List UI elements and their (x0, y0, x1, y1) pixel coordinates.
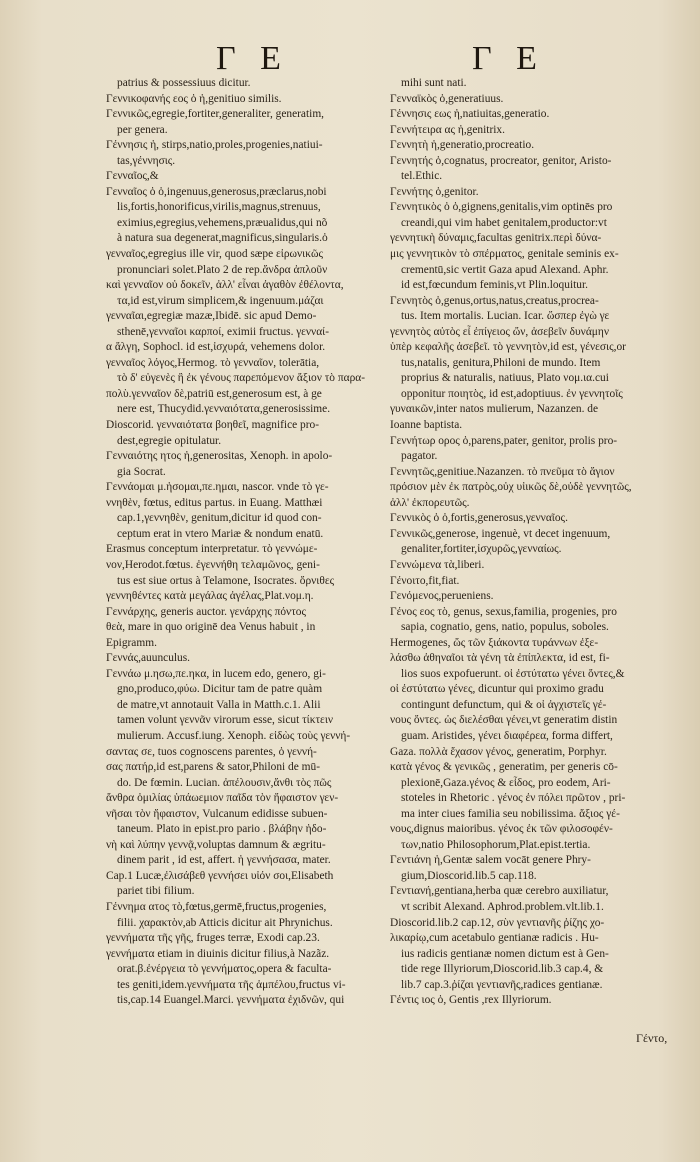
text-line: Γέντις ιος ὁ, Gentis ,rex Illyriorum. (390, 994, 552, 1007)
text-line: patrius & possessiuus dicitur. (117, 77, 251, 89)
text-line: gno,produco,φύω. Dicitur tam de patre quàm (117, 683, 323, 696)
text-line: genaliter,fortiter,ἰσχυρῶς,γενναίως. (401, 543, 562, 556)
text-line: stoteles in Rhetoric . γένος ἐν πόλει πρῶτον , pri- (401, 792, 626, 805)
text-line: orat.β.ἐνέργεια τὸ γεννήματος,opera & faculta- (117, 963, 332, 976)
text-line: νον,Herodot.fœtus. ἐγεννήθη τελαμῶνος, geni- (106, 558, 320, 571)
text-line: νὴ καὶ λύπην γεννᾷ,voluptas damnum & ægritu- (106, 838, 326, 851)
text-line: γενναῖος,egregius ille vir, quod sæpe εἰρωνικῶς (106, 248, 323, 261)
text-line: νους,dignus maioribus. γένος ἐκ τῶν φιλοσοφέν- (390, 823, 613, 836)
text-line: τὸ δ' εὐγενὲς ἢ ἐκ γένους παρεπόμενον ἄξιον τὸ παρα- (117, 372, 366, 385)
text-line: Γέννημα ατος τὸ,fœtus,germē,fructus,progenies, (106, 900, 327, 913)
text-line: eximius,egregius,vehemens,præualidus,qui nõ (117, 216, 328, 229)
text-line: γενναῖαι,egregiæ mazæ,Ibidē. sic apud Demo- (106, 310, 317, 323)
text-line: tis,cap.14 Euangel.Marci. γεννήματα ἐχιδνῶν, qui (117, 994, 345, 1007)
text-line: crementū,sic vertit Gaza apud Alexand. Aphr. (401, 263, 609, 276)
text-line: gia Socrat. (117, 465, 166, 478)
text-line: tus est siue ortus à Telamone, Isocrates. ὄρνιθες (117, 574, 335, 587)
text-line: Γεννάρχης, generis auctor. γενάρχης πόντος (106, 605, 306, 618)
text-line: Γεννήτης ὁ,genitor. (390, 185, 479, 198)
text-line: Γεντιάνη ἡ,Gentæ salem vocāt genere Phry- (390, 854, 591, 867)
text-line: ceptum erat in vtero Mariæ & nondum enatū. (117, 527, 324, 540)
text-line: νῆσαι τὸν ἥφαιστον, Vulcanum edidisse subuen- (106, 807, 328, 820)
text-line: Γενναιότης ητος ἡ,generositas, Xenoph. in apolo- (106, 450, 333, 463)
text-line: sthenē,γενναῖοι καρποί, eximii fructus. γενναί- (117, 325, 330, 338)
text-line: proprius & naturalis, natiuus, Plato νομ.ια.cui (401, 372, 609, 385)
left-running-head: Γ Ε (216, 40, 289, 77)
text-line: νους ὄντες. ὡς διελέσθαι γένει,vt generatim distin (390, 714, 618, 727)
text-line: creandi,qui vim habet genitalem,productor:vt (401, 216, 607, 229)
text-line: α ἄλγη, Sophocl. id est,ἰσχυρά, vehemens dolor. (106, 341, 326, 354)
text-line: μις γεννητικὸν τὸ σπέρματος, genitale seminis ex- (390, 248, 619, 261)
text-line: tamen volunt γεννᾶν virorum esse, sicut τίκτειν (117, 714, 334, 727)
text-line: Erasmus conceptum interpretatur. τὸ γεννώμε- (106, 543, 318, 556)
text-line: Γεννήτωρ ορος ὁ,parens,pater, genitor, prolis pro- (390, 434, 618, 447)
text-line: lios suos expofuerunt. οἱ ἐστύτατω γένει ὄντες,& (401, 667, 625, 680)
text-line: tide rege Illyriorum,Dioscorid.lib.3 cap.4, & (401, 963, 604, 976)
text-line: de matre,vt annotauit Valla in Matth.c.1. Alii (117, 698, 321, 711)
text-line: tel.Ethic. (401, 170, 443, 183)
text-line: Γεννητής ὁ,cognatus, procreator, genitor, Aristo- (390, 154, 612, 167)
text-line: Γέννησις εως ἡ,natiuitas,generatio. (390, 108, 550, 121)
text-line: Hermogenes, ὥς τῶν ξιάκοντα τυράννων ἐξε- (390, 636, 599, 649)
text-line: Γεννικοφανής εος ὁ ἡ,genitiuo similis. (106, 92, 282, 105)
right-running-head: Γ Ε (472, 40, 545, 77)
text-line: γεννήματα etiam in diuinis dicitur filius,à Nazãz. (106, 947, 330, 960)
text-line: mulierum. Accusf.iung. Xenoph. εἰδὼς τοὺς γεννή- (117, 729, 351, 742)
text-line: lib.7 cap.3.ῥίζαι γεντιανῆς,radices gentianæ. (401, 978, 603, 991)
text-line: plexionē,Gaza.γένος & εἶδος, pro eodem, Ari- (401, 776, 611, 789)
text-line: γεννήματα τῆς γῆς, fruges terræ, Exodi cap.23. (106, 932, 320, 945)
text-line: Γενναϊκὸς ὁ,generatiuus. (390, 92, 504, 105)
text-line: Γεννητικὸς ὁ ὁ,gignens,genitalis,vim optinēs pro (390, 201, 613, 214)
text-line: Γένος εος τὸ, genus, sexus,familia, progenies, pro (390, 605, 617, 618)
text-line: lis,fortis,honorificus,virilis,magnus,strenuus, (117, 201, 321, 214)
text-line: gium,Dioscorid.lib.5 cap.118. (401, 869, 537, 882)
text-line: Γεννικὸς ὁ ὁ,fortis,generosus,γενναῖος. (390, 512, 568, 525)
text-line: Dioscorid.lib.2 cap.12, σὺν γεντιανῆς ῥίζης χο- (390, 916, 605, 929)
text-line: Epigramm. (106, 636, 157, 649)
text-line: à natura sua degenerat,magnificus,singularis.ὁ (117, 232, 328, 245)
text-line: Γεννικῶς,egregie,fortiter,generaliter, generatim, (106, 108, 325, 121)
text-line: Dioscorid. γενναιότατα βοηθεῖ, magnifice pro- (106, 419, 320, 432)
right-column (390, 76, 666, 1009)
left-column (106, 76, 382, 1009)
text-line: id est,fœcundum feminis,vt Plin.loquitur. (401, 279, 588, 292)
text-line: γεννηθέντες κατὰ μεγάλας ἀγέλας,Plat.νομ.η. (106, 590, 314, 603)
text-line: nere est, Thucydid.γενναιότατα,generosissime. (117, 403, 331, 416)
text-line: γεννητὸς αὐτὸς εἶ ἐπίγειος ὤν, ἀσεβεῖν δυνάμην (390, 325, 609, 338)
text-line: λικαρίῳ,cum acetabulo gentianæ radicis . Hu- (390, 932, 599, 945)
text-line: Γέννησις ἡ, stirps,natio,proles,progenies,natiui- (106, 139, 323, 152)
text-line: contingunt defunctum, qui & οἱ ἀγχιστεῖς γέ- (401, 698, 607, 711)
text-line: Γεννάω μ.ησω,πε.ηκα, in lucem edo, genero, gi- (106, 667, 326, 680)
text-line: do. De fœmin. Lucian. ἀπέλουσιν,ἄνθι τὸς πῶς (117, 776, 332, 789)
text-line: pronunciari solet.Plato 2 de rep.ἄνδρα ἁπλοῦν (117, 263, 328, 276)
text-line: Γεννάς,auunculus. (106, 652, 191, 665)
text-line: γενναῖος λόγος,Hermog. τὸ γενναῖον, tolerātia, (106, 356, 320, 369)
text-line: Γενόμενος,perueniens. (390, 590, 494, 603)
text-line: taneum. Plato in epist.pro pario . βλάβην ἡδο- (117, 823, 327, 836)
text-line: Γεννικῶς,generose, ingenuè, vt decet ingenuum, (390, 527, 611, 540)
text-line: πρόσιον μὲν ἐκ πατρὸς,οὐχ υἱικῶς δὲ,οὐδὲ γεννητῶς, (390, 481, 632, 494)
text-line: Γεντιανή,gentiana,herba quæ cerebro auxiliatur, (390, 885, 609, 898)
text-line: Γεννητῶς,genitiue.Nazanzen. τὸ πνεῦμα τὸ ἅγιον (390, 465, 615, 478)
text-line: σας πατήρ,id est,parens & sator,Philoni de mū- (106, 761, 320, 774)
text-line: σαντας σε, tuos cognoscens parentes, ὁ γεννή- (106, 745, 317, 758)
text-line: pagator. (401, 450, 438, 463)
text-line: θεὰ, mare in quo originē dea Venus habuit , in (106, 621, 316, 634)
text-line: Ioanne baptista. (390, 419, 463, 432)
text-line: Γενναῖος,& (106, 170, 159, 183)
text-line: tas,γέννησις. (117, 154, 176, 167)
text-line: ὑπὲρ κεφαλῆς ἀσεβεῖ. τὸ γεννητὸν,id est, γένεσις,or (390, 341, 626, 354)
text-line: tus,natalis, genitura,Philoni de mundo. Item (401, 356, 601, 369)
text-line: filii. χαρακτὸν,ab Atticis dicitur ait Phrynichus. (117, 916, 333, 929)
text-line: cap.1,γεννηθὲν, genitum,dicitur id quod con- (117, 512, 322, 525)
text-line: dinem parit , id est, affert. ἡ γεννήσασα, mater. (117, 854, 331, 867)
text-line: κατὰ γένος & γενικῶς , generatim, per generis cō- (390, 761, 618, 774)
text-line: ma inter ciues familia seu nobilissima. ἄξιος γέ- (401, 807, 620, 820)
text-line: ννηθὲν, fœtus, editus partus. in Euang. Matthæi (106, 496, 323, 509)
text-line: per genera. (117, 123, 168, 136)
text-line: tus. Item mortalis. Lucian. Icar. ὥσπερ ἐγὼ γε (401, 310, 610, 323)
text-line: Γεννήτειρα ας ἡ,genitrix. (390, 123, 505, 136)
text-line: των,natio Philosophorum,Plat.epist.tertia. (401, 838, 591, 851)
text-line: τα,id est,virum simplicem,& ingenuum.μάζαι (117, 294, 324, 307)
text-line: dest,egregie opitulatur. (117, 434, 222, 447)
text-line: tes geniti,idem.γεννήματα τῆς ἀμπέλου,fructus vi- (117, 978, 346, 991)
text-line: καὶ γενναῖον οὐ δοκεῖν, ἀλλ' εἶναι ἀγαθὸν ἐθέλοντα, (106, 279, 344, 292)
text-line: Γεννώμενα τὰ,liberi. (390, 558, 485, 571)
text-line: Gaza. πολλὰ ἔχασον γένος, generatim, Porphyr. (390, 745, 607, 758)
text-line: Γεννάομαι μ.ἡσομαι,πε.ημαι, nascor. vnde τὸ γε- (106, 481, 329, 494)
text-line: vt scribit Alexand. Aphrod.problem.vlt.lib.1. (401, 900, 604, 913)
text-line: Cap.1 Lucæ,ἐλισάβεθ γεννήσει υἱόν σοι,Elisabeth (106, 869, 334, 882)
text-line: λάσθω ἀθηναῖοι τὰ γένη τὰ ἐπίπλεκτα, id est, fi- (390, 652, 610, 665)
text-line: γεννητικὴ δύναμις,facultas genitrix.περὶ δύνα- (390, 232, 602, 245)
text-line: Γεννητὸς ὁ,genus,ortus,natus,creatus,procrea- (390, 294, 599, 307)
text-line: mihi sunt nati. (401, 77, 467, 89)
text-line: πολὺ.γενναῖον δὲ,patriū est,generosum est, à ge (106, 387, 322, 400)
text-line: Γένοιτο,fit,fiat. (390, 574, 460, 587)
text-line: guam. Aristides, γένει διαφέρεα, forma differt, (401, 729, 613, 742)
text-line: ἄνθρα ὁμιλίας ὑπάωεμιον παῖδα τὸν ἥφαιστον γεν- (106, 792, 339, 805)
catchword: Γέντο, (636, 1031, 668, 1045)
text-line: Γενναῖος ὁ ὁ,ingenuus,generosus,præclarus,nobi (106, 185, 327, 198)
text-line: ἀλλ' ἐκπορευτῶς. (390, 496, 470, 509)
text-line: sapia, cognatio, gens, natio, populus, soboles. (401, 621, 609, 634)
text-line: οἱ ἐστύτατω γένες, dicuntur qui proximo gradu (390, 683, 604, 696)
text-line: γυναικῶν,inter natos mulierum, Nazanzen. de (390, 403, 599, 416)
text-line: opponitur ποιητὸς, id est,adoptiuus. ἐν γεννητοῖς (401, 387, 623, 400)
text-line: Γεννητὴ ἡ,generatio,procreatio. (390, 139, 535, 152)
text-line: pariet tibi filium. (117, 885, 195, 898)
text-line: ius radicis gentianæ nomen dictum est à Gen- (401, 947, 609, 960)
